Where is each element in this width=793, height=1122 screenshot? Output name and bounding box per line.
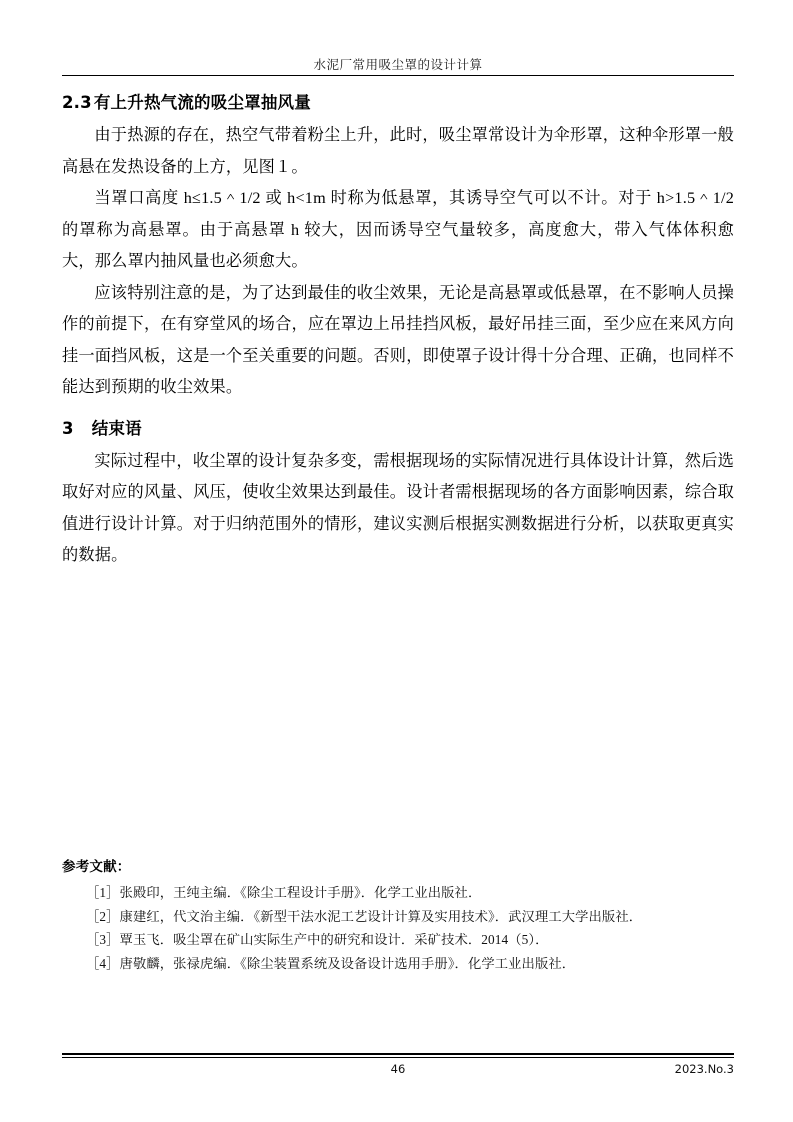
paragraph: 由于热源的存在，热空气带着粉尘上升，此时，吸尘罩常设计为伞形罩，这种伞形罩一般高悬在发热设备的上方，见图１。 (62, 126, 734, 176)
reference-item: ［3］覃玉飞．吸尘罩在矿山实际生产中的研究和设计．采矿技术．2014（5）． (86, 932, 549, 947)
page-content (62, 0, 734, 1122)
reference-item: ［1］张殿印，王纯主编．《除尘工程设计手册》．化学工业出版社． (86, 885, 482, 900)
section-heading-2-3 (62, 88, 734, 118)
section-number: 2.3 (62, 93, 92, 112)
reference-item: ［2］康建红，代文治主编．《新型干法水泥工艺设计计算及实用技术》．武汉理工大学出版社． (86, 908, 643, 924)
paragraph: 当罩口高度 h≤1.5＾1/2 或 h<1m 时称为低悬罩，其诱导空气可以不计。对于 h>1.5＾1/2 的罩称为高悬罩。由于高悬罩 h 较大，因而诱导空气量较多，高度愈大，带入气体体积愈大，那么罩内抽风量也必须愈大。 (62, 189, 734, 270)
paragraph: 实际过程中，收尘罩的设计复杂多变，需根据现场的实际情况进行具体设计计算，然后选取好对应的风量、风压，使收尘效果达到最佳。设计者需根据现场的各方面影响因素，综合取值进行设计计算。对于归纳范围外的情形，建议实测后根据实测数据进行分析，以获取更真实的数据。 (62, 451, 734, 564)
section-spacer (62, 404, 734, 414)
page-footer (62, 1062, 734, 1084)
footer-divider-thin (62, 1057, 734, 1058)
running-head-divider (62, 75, 734, 76)
running-head: 水泥厂常用吸尘罩的设计计算 (313, 57, 483, 72)
paragraph: 应该特别注意的是，为了达到最佳的收尘效果，无论是高悬罩或低悬罩，在不影响人员操作的前提下，在有穿堂风的场合，应在罩边上吊挂挡风板，最好吊挂三面，至少应在来风方向挂一面挡风板，这是一个至关重要的问题。否则，即使罩子设计得十分合理、正确，也同样不能达到预期的收尘效果。 (62, 283, 734, 396)
section-title: 有上升热气流的吸尘罩抽风量 (93, 93, 311, 112)
reference-item: ［4］唐敬麟，张禄虎编．《除尘装置系统及设备设计选用手册》．化学工业出版社． (86, 955, 576, 971)
section-heading-3 (62, 414, 734, 444)
issue-label: 2023.No.3 (674, 1062, 734, 1076)
document-body (62, 88, 734, 572)
section-title: 结束语 (91, 418, 142, 438)
references-title: 参考文献： (62, 859, 131, 875)
footer-divider-thick (62, 1053, 734, 1055)
references-block (62, 855, 734, 975)
section-number: 3 (62, 418, 74, 438)
page-number: 46 (390, 1062, 406, 1076)
